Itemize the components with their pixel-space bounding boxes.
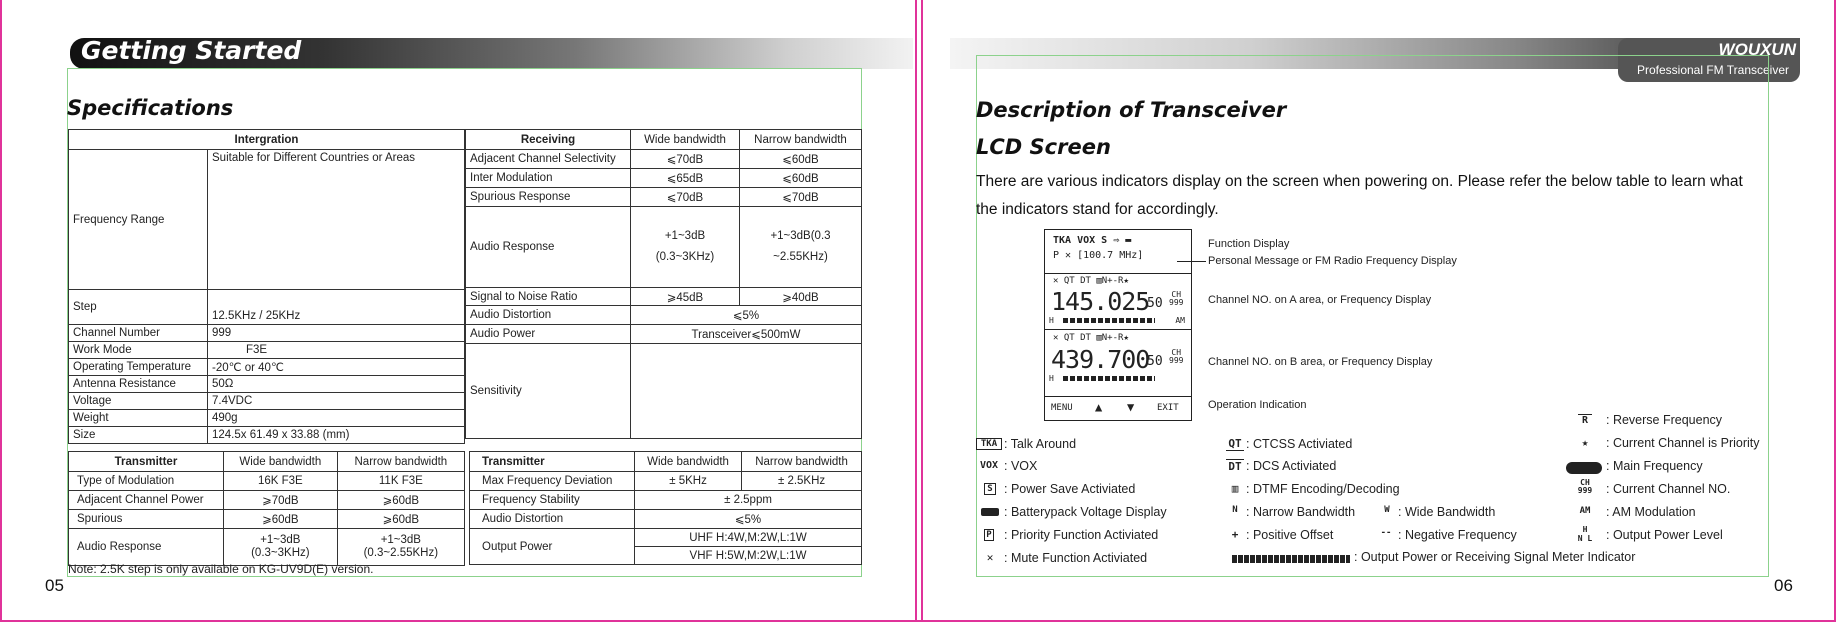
row-label: Inter Modulation	[466, 169, 631, 188]
cell-wide: ⩽65dB	[631, 169, 740, 188]
row-label: Weight	[69, 410, 208, 427]
brand-logo: WOUXUN	[1718, 40, 1796, 59]
transmitter-table-b	[469, 451, 862, 565]
lcd-a-channel	[1169, 291, 1183, 307]
legend-mute: : Mute Function Activiated	[1004, 551, 1148, 565]
lcd-b-small: 50	[1147, 354, 1163, 369]
priority-star-icon: ★	[1581, 436, 1589, 449]
receiving-table	[465, 129, 862, 439]
intro-paragraph: There are various indicators display on the screen when powering on. Please refer the below table to learn what the indicators stand for accordingly.	[976, 173, 1743, 218]
crop-line-center-a	[915, 0, 917, 622]
cell-narrow: ⩽70dB	[739, 188, 861, 207]
lcd-b-icons: ✕ QT DT ▥N+-R★	[1053, 333, 1129, 343]
reverse-icon: R	[1578, 414, 1592, 426]
cell-wide: ⩾45dB	[631, 288, 740, 306]
table-header: Transmitter	[470, 452, 635, 472]
cell-value: UHF H:4W,M:2W,L:1W	[635, 529, 862, 547]
crop-line-center-b	[921, 0, 923, 622]
row-label: Audio Response	[466, 207, 631, 288]
lcd-divider	[1045, 396, 1191, 397]
row-label: Channel Number	[69, 325, 208, 342]
vox-icon: VOX	[979, 460, 999, 471]
lcd-divider	[1045, 273, 1191, 274]
legend-wide: : Wide Bandwidth	[1398, 505, 1496, 519]
callout-channel-a: Channel NO. on A area, or Frequency Display	[1208, 294, 1432, 306]
row-label: Voltage	[69, 393, 208, 410]
legend-talk-around: : Talk Around	[1004, 437, 1077, 451]
cell-line: +1~3dB	[260, 534, 301, 546]
legend-power-save: : Power Save Activiated	[1004, 482, 1136, 496]
row-value: 999	[208, 325, 465, 342]
narrow-icon: N	[1232, 505, 1238, 515]
callout-operation: Operation Indication	[1208, 399, 1307, 411]
legend-narrow: : Narrow Bandwidth	[1246, 505, 1356, 519]
header-title: Getting Started	[81, 36, 302, 65]
power-save-icon: S	[984, 483, 996, 495]
row-label: Max Frequency Deviation	[470, 472, 635, 491]
legend-main-frequency: : Main Frequency	[1606, 459, 1703, 473]
table-header: Intergration	[69, 130, 465, 150]
legend-reverse: : Reverse Frequency	[1606, 413, 1723, 427]
up-arrow-icon: ▲	[1095, 400, 1103, 414]
row-value: -20℃ or 40℃	[208, 359, 465, 376]
ch-num: 999	[1577, 486, 1593, 495]
channel-number-icon	[1576, 479, 1594, 495]
legend-battery: : Batterypack Voltage Display	[1004, 505, 1167, 519]
callout-leader	[1177, 261, 1206, 262]
ch-label: CH	[1580, 478, 1590, 487]
row-label: Audio Power	[466, 325, 631, 344]
legend-am: : AM Modulation	[1606, 505, 1696, 519]
cell-value: VHF H:5W,M:2W,L:1W	[635, 547, 862, 565]
cell-value: ± 2.5ppm	[635, 491, 862, 510]
callout-function-display: Function Display	[1208, 238, 1290, 250]
row-label: Step	[69, 290, 208, 325]
row-value: 490g	[208, 410, 465, 427]
dcs-icon: DT	[1226, 459, 1244, 473]
level-h: H	[1582, 525, 1588, 534]
row-label: Output Power	[470, 529, 635, 565]
row-value: F3E	[208, 342, 465, 359]
legend-dcs: : DCS Activiated	[1246, 459, 1337, 473]
signal-meter-icon	[1232, 555, 1350, 563]
lcd-a-ch-label: CH	[1171, 290, 1182, 299]
mute-icon: ✕	[986, 551, 994, 564]
row-label: Frequency Range	[69, 150, 208, 290]
cell-wide: ⩾70dB	[224, 491, 338, 510]
cell-value: ⩽5%	[631, 306, 862, 325]
page-number: 05	[45, 576, 64, 595]
cell-wide: ⩽70dB	[631, 188, 740, 207]
positive-offset-icon: +	[1231, 528, 1239, 541]
row-label: Antenna Resistance	[69, 376, 208, 393]
lcd-b-h: H	[1049, 374, 1054, 383]
level-nl: N L	[1577, 534, 1593, 543]
section-title: Description of Transceiver	[976, 98, 1287, 122]
table-header: Wide bandwidth	[631, 130, 740, 150]
row-value: 124.5x 61.49 x 33.88 (mm)	[208, 427, 465, 444]
lcd-b-channel	[1169, 349, 1183, 365]
cell-wide: ± 5KHz	[635, 472, 742, 491]
table-header: Narrow bandwidth	[337, 452, 464, 472]
section-subtitle: LCD Screen	[976, 135, 1111, 159]
cell-narrow: ⩾60dB	[337, 491, 464, 510]
cell-narrow: ± 2.5KHz	[742, 472, 862, 491]
legend-current-channel: : Current Channel NO.	[1606, 482, 1731, 496]
legend-priority-function: : Priority Function Activiated	[1004, 528, 1159, 542]
row-label: Work Mode	[69, 342, 208, 359]
down-arrow-icon: ▼	[1127, 400, 1135, 414]
lcd-function-row: TKA VOX S ⇨ ▬	[1053, 235, 1132, 246]
general-spec-table	[68, 129, 465, 444]
cell-wide: 16K F3E	[224, 472, 338, 491]
cell-line: (0.3~3KHz)	[655, 251, 715, 263]
lcd-a-frequency: 145.025	[1051, 287, 1150, 316]
lcd-menu-label: MENU	[1051, 403, 1073, 413]
row-label: Sensitivity	[466, 344, 631, 439]
row-value: Suitable for Different Countries or Areas	[208, 150, 465, 290]
lcd-b-ch-num: 999	[1169, 356, 1184, 365]
ctcss-icon: QT	[1226, 437, 1244, 451]
cell-wide	[631, 207, 740, 288]
transmitter-table-a	[68, 451, 465, 566]
lcd-b-ch-label: CH	[1171, 348, 1182, 357]
lcd-b-meter	[1063, 376, 1155, 381]
lcd-a-h: H	[1049, 316, 1054, 325]
cell-value: Transceiver⩽500mW	[631, 325, 862, 344]
battery-icon	[981, 508, 999, 516]
cell-narrow: 11K F3E	[337, 472, 464, 491]
cell-wide	[224, 529, 338, 566]
callout-channel-b: Channel NO. on B area, or Frequency Display	[1208, 356, 1433, 368]
output-level-icon	[1576, 525, 1594, 543]
page-06	[924, 0, 1833, 620]
row-label: Operating Temperature	[69, 359, 208, 376]
lcd-a-am: AM	[1175, 316, 1185, 325]
legend-ctcss: : CTCSS Activiated	[1246, 437, 1353, 451]
row-label: Adjacent Channel Power	[69, 491, 224, 510]
lcd-divider	[1045, 329, 1191, 330]
legend-dtmf: : DTMF Encoding/Decoding	[1246, 482, 1400, 496]
cell-line: +1~3dB(0.3	[770, 230, 831, 242]
cell-line: (0.3~3KHz)	[251, 547, 310, 559]
table-header: Narrow bandwidth	[742, 452, 862, 472]
priority-function-icon: P	[984, 529, 994, 541]
cell-narrow: ⩾40dB	[739, 288, 861, 306]
lcd-a-ch-num: 999	[1169, 298, 1184, 307]
row-label: Audio Distortion	[466, 306, 631, 325]
row-label: Spurious Response	[466, 188, 631, 207]
table-header: Wide bandwidth	[635, 452, 742, 472]
crop-line-left	[0, 0, 2, 622]
negative-offset-icon: --	[1380, 528, 1392, 538]
brand-subtitle: Professional FM Transceiver	[1636, 63, 1790, 77]
legend-meter: : Output Power or Receiving Signal Meter Indicator	[1354, 550, 1636, 564]
footnote: Note: 2.5K step is only available on KG-UV9D(E) version.	[68, 562, 374, 576]
table-header: Receiving	[466, 130, 631, 150]
cell-narrow	[739, 207, 861, 288]
lcd-illustration	[1044, 229, 1192, 421]
row-label: Type of Modulation	[69, 472, 224, 491]
wide-icon: W	[1384, 505, 1390, 515]
lcd-a-icons: ✕ QT DT ▥N+-R★	[1053, 276, 1129, 286]
talk-around-icon: TKA	[976, 438, 1002, 450]
legend-output-level: : Output Power Level	[1606, 528, 1723, 542]
row-label: Size	[69, 427, 208, 444]
page-05	[3, 0, 914, 620]
row-label: Audio Response	[69, 529, 224, 566]
cell-line: (0.3~2.55KHz)	[363, 547, 439, 559]
legend-negative: : Negative Frequency	[1398, 528, 1517, 542]
table-header: Narrow bandwidth	[739, 130, 861, 150]
legend-priority-channel: : Current Channel is Priority	[1606, 436, 1760, 450]
cell-line: ~2.55KHz)	[773, 251, 828, 263]
page-number: 06	[1774, 576, 1793, 595]
row-label: Frequency Stability	[470, 491, 635, 510]
cell-narrow	[337, 529, 464, 566]
lcd-exit-label: EXIT	[1157, 403, 1179, 413]
dtmf-icon: ▥	[1231, 482, 1239, 495]
cell-narrow: ⩾60dB	[337, 510, 464, 529]
lcd-message-row: P ✕ [100.7 MHz]	[1053, 250, 1144, 261]
cell-narrow: ⩽60dB	[739, 169, 861, 188]
table-header: Wide bandwidth	[224, 452, 338, 472]
cell-value	[631, 344, 862, 439]
lcd-b-frequency: 439.700	[1051, 345, 1150, 374]
row-value: 12.5KHz / 25KHz	[208, 290, 465, 325]
row-value: 50Ω	[208, 376, 465, 393]
row-label: Audio Distortion	[470, 510, 635, 529]
lcd-a-meter	[1063, 318, 1155, 323]
lcd-a-small: 50	[1147, 296, 1163, 311]
row-label: Signal to Noise Ratio	[466, 288, 631, 306]
cell-line: +1~3dB	[664, 230, 706, 242]
row-label: Spurious	[69, 510, 224, 529]
row-label: Adjacent Channel Selectivity	[466, 150, 631, 169]
legend-vox: : VOX	[1004, 459, 1038, 473]
row-value: 7.4VDC	[208, 393, 465, 410]
legend-positive: : Positive Offset	[1246, 528, 1334, 542]
section-title: Specifications	[67, 96, 234, 120]
cell-line: +1~3dB	[380, 534, 421, 546]
cell-wide: ⩽70dB	[631, 150, 740, 169]
am-icon: AM	[1579, 506, 1591, 516]
cell-value: ⩽5%	[635, 510, 862, 529]
main-frequency-icon	[1566, 462, 1602, 474]
cell-wide: ⩾60dB	[224, 510, 338, 529]
table-header: Transmitter	[69, 452, 224, 472]
cell-narrow: ⩽60dB	[739, 150, 861, 169]
callout-personal-message: Personal Message or FM Radio Frequency Display	[1208, 255, 1457, 267]
